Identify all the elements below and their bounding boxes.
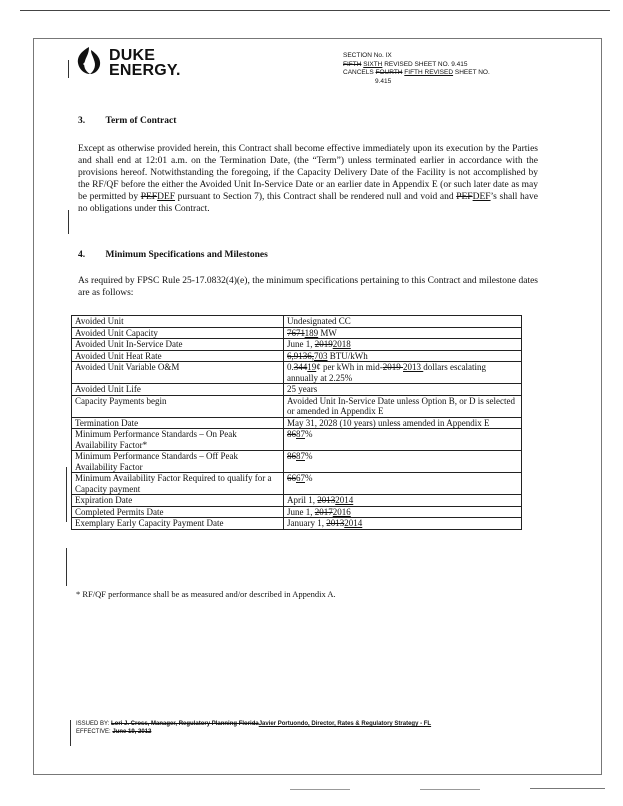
old-value: 344: [293, 362, 308, 372]
new-value: 2016: [332, 506, 351, 517]
section-3-number: 3.: [78, 116, 86, 126]
table-row: [72, 473, 522, 495]
spec-value: Undesignated CC: [284, 316, 522, 328]
old-value: 66: [287, 473, 296, 483]
spec-value: May 31, 2028 (10 years) unless amended in Appendix E: [284, 417, 522, 429]
revision-bar: [66, 548, 67, 586]
spec-value: 25 years: [284, 384, 522, 396]
specifications-table: [71, 315, 522, 530]
table-row: [72, 495, 522, 507]
new-value: 87: [296, 451, 305, 461]
sheet-header: [343, 52, 490, 86]
effective-struck: June 19, 2012: [112, 729, 152, 735]
spec-label: Minimum Availability Factor Required to qualify for a Capacity payment: [72, 473, 284, 495]
logo-line-1: DUKE: [109, 47, 156, 64]
top-rule: [20, 10, 610, 11]
spec-label: Avoided Unit Capacity: [72, 327, 284, 339]
new-value: 67: [296, 473, 305, 483]
pef-struck: PEF: [140, 192, 158, 202]
table-row: [72, 316, 522, 328]
section-4-number: 4.: [78, 250, 86, 260]
spec-label: Minimum Performance Standards – On Peak Availability Factor*: [72, 429, 284, 451]
value-tail: dollars escalating annually at 2.25%: [287, 362, 486, 383]
spec-label: Completed Permits Date: [72, 506, 284, 518]
logo-divider: [68, 60, 69, 78]
value-tail: %: [305, 451, 313, 461]
term-text-c: ’s shall have no obligations under this Contract.: [78, 192, 538, 214]
duke-energy-logo: [73, 46, 181, 79]
new-value: 2013: [403, 362, 424, 372]
value-pre: June 1,: [287, 506, 315, 517]
cancels-rest: SHEET NO.: [453, 69, 490, 76]
old-value: 7671: [287, 327, 305, 338]
spec-value: [284, 362, 522, 384]
value-pre: January 1,: [287, 518, 327, 528]
table-row: [72, 417, 522, 429]
def-inserted: DEF: [157, 192, 176, 202]
value-tail: BTU/kWh: [327, 350, 368, 361]
term-text-b: pursuant to Section 7), this Contract shall be rendered null and void and: [175, 192, 457, 202]
spec-value: [284, 327, 522, 339]
new-value: 87: [296, 429, 305, 439]
new-value: 2014: [344, 518, 363, 528]
table-row: [72, 350, 522, 362]
table-row: [72, 451, 522, 473]
old-value: 86: [287, 429, 296, 439]
spec-label: Minimum Performance Standards – Off Peak Availability Factor: [72, 451, 284, 473]
section-3-heading: [78, 116, 176, 126]
spec-label: Exemplary Early Capacity Payment Date: [72, 518, 284, 530]
scan-mark: [420, 789, 480, 790]
old-value: 2013: [317, 495, 336, 505]
table-row: [72, 362, 522, 384]
spec-label: Avoided Unit Variable O&M: [72, 362, 284, 384]
section-number: SECTION No. IX: [343, 52, 392, 59]
table-row: [72, 506, 522, 518]
section-4-intro: As required by FPSC Rule 25-17.0832(4)(e), the minimum specifications pertaining to this Contract and milestone dates are as follows:: [78, 276, 538, 298]
pef-struck: PEF: [456, 192, 473, 202]
spec-value: [284, 451, 522, 473]
old-value: 2017: [314, 506, 333, 517]
value-pre: 0.: [287, 362, 294, 372]
issued-block: [76, 720, 431, 736]
table-row: [72, 395, 522, 417]
table-row: [72, 384, 522, 396]
table-row: [72, 339, 522, 351]
section-3-body: [78, 143, 538, 215]
table-row: [72, 429, 522, 451]
cancels-line: [343, 69, 490, 78]
value-tail: ¢ per kWh in mid-: [316, 362, 383, 372]
revision-bar: [68, 210, 69, 234]
value-tail: %: [305, 473, 313, 483]
section-4-title: Minimum Specifications and Milestones: [105, 250, 268, 260]
spec-label: Avoided Unit: [72, 316, 284, 328]
spec-value: [284, 429, 522, 451]
spec-label: Expiration Date: [72, 495, 284, 507]
table-row: [72, 518, 522, 530]
effective-label: EFFECTIVE:: [76, 729, 113, 735]
flame-icon: [73, 46, 105, 76]
spec-label: Avoided Unit Heat Rate: [72, 350, 284, 362]
old-value: 86: [287, 451, 296, 461]
table-footnote: * RF/QF performance shall be as measured and/or described in Appendix A.: [76, 589, 336, 599]
table-row: [72, 327, 522, 339]
value-pre: April 1,: [287, 495, 318, 505]
spec-value: [284, 473, 522, 495]
cancels-sheet-number: 9.415: [375, 77, 392, 85]
old-value: 6,9136,: [287, 350, 314, 361]
revision-bar: [70, 720, 71, 746]
logo-line-2: ENERGY.: [109, 62, 181, 79]
scan-mark: [530, 788, 605, 789]
revision-bar: [66, 467, 67, 522]
effective-line: [76, 728, 431, 736]
section-4-heading: [78, 250, 268, 260]
spec-value: [284, 518, 522, 530]
value-pre: June 1,: [287, 339, 315, 349]
spec-label: Avoided Unit Life: [72, 384, 284, 396]
issued-new: Javier Portuondo, Director, Rates & Regulatory Strategy - FL: [258, 721, 432, 727]
issued-label: ISSUED BY:: [76, 721, 112, 727]
spec-label: Capacity Payments begin: [72, 395, 284, 417]
old-value: 2019: [382, 362, 403, 372]
value-tail: MW: [318, 327, 337, 338]
spec-value: [284, 350, 522, 362]
def-inserted: DEF: [472, 192, 491, 202]
cancels-struck: FOURTH: [375, 69, 403, 76]
spec-value: [284, 506, 522, 518]
issued-struck: Lori J. Cross, Manager, Regulatory Planning Florida: [111, 721, 259, 727]
sheet-inserted: SIXTH: [363, 60, 383, 68]
spec-label: Avoided Unit In-Service Date: [72, 339, 284, 351]
new-value: 703: [314, 350, 328, 361]
spec-label: Termination Date: [72, 417, 284, 429]
issued-line: [76, 720, 431, 728]
new-value: 19: [307, 362, 317, 372]
old-value: 2013: [326, 518, 345, 528]
section-3-title: Term of Contract: [105, 116, 177, 126]
sheet-struck: FIFTH: [343, 60, 362, 68]
scan-mark: [290, 789, 350, 790]
old-value: 2019: [314, 339, 333, 349]
spec-value: [284, 339, 522, 351]
sheet-line: [343, 61, 490, 70]
cancels-prefix: CANCELS: [343, 69, 376, 76]
term-text-a: Except as otherwise provided herein, this Contract shall become effective immediately upon its execution by the Parties and shall end at 12:01 a.m. on the Termination Date, (the “Term”) unless terminated earlier in accordance with the provisions hereof. Notwithstanding the foregoing, if the Capacity Delivery Date of the Facility is not accomplished by the RF/QF before the either the Avoided Unit In-Service Date or an earlier date in Appendix E (or such later date as may be permitted by: [78, 144, 538, 202]
new-value: 2018: [332, 339, 351, 349]
spec-value: [284, 495, 522, 507]
value-tail: %: [305, 429, 313, 439]
new-value: 189: [304, 327, 319, 338]
cancels-inserted: FIFTH REVISED: [404, 69, 454, 76]
new-value: 2014: [335, 495, 354, 505]
sheet-rest: REVISED SHEET NO. 9.415: [382, 60, 468, 68]
spec-value: Avoided Unit In-Service Date unless Option B, or D is selected or amended in Appendix E: [284, 395, 522, 417]
